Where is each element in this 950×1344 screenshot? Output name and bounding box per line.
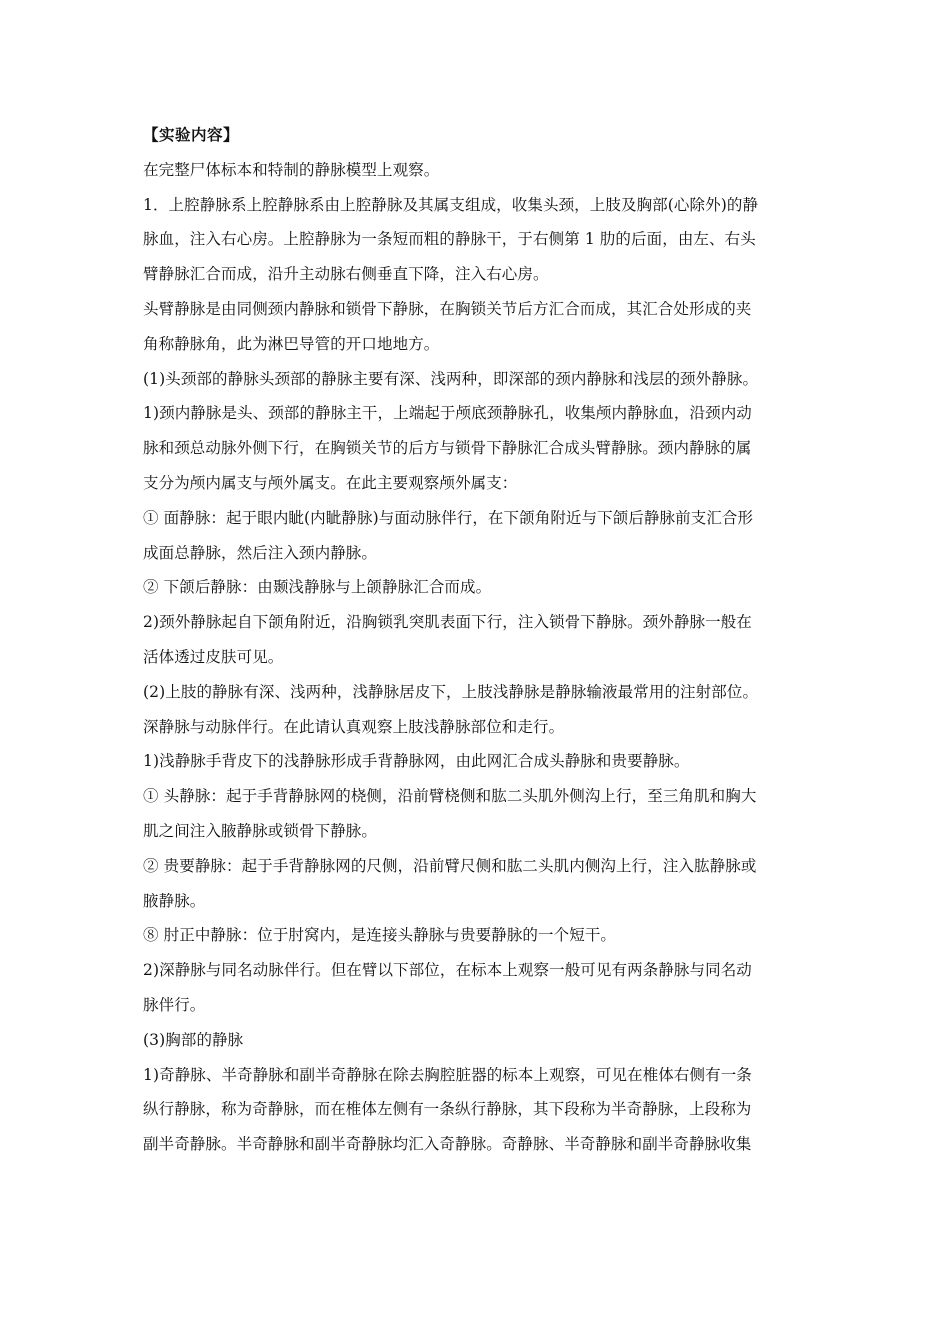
text-line: 1)浅静脉手背皮下的浅静脉形成手背静脉网，由此网汇合成头静脉和贵要静脉。 bbox=[143, 752, 690, 771]
text-line: 1．上腔静脉系上腔静脉系由上腔静脉及其属支组成，收集头颈，上肢及胸部(心除外)的静 bbox=[143, 195, 759, 214]
text-line: 深静脉与动脉伴行。在此请认真观察上肢浅静脉部位和走行。 bbox=[143, 717, 565, 736]
text-line: 支分为颅内属支与颅外属支。在此主要观察颅外属支： bbox=[143, 473, 518, 492]
text-line: (3)胸部的静脉 bbox=[143, 1030, 244, 1049]
document-body bbox=[143, 118, 811, 1162]
text-line: (2)上肢的静脉有深、浅两种，浅静脉居皮下，上肢浅静脉是静脉输液最常用的注射部位。 bbox=[143, 682, 759, 701]
text-line: 腋静脉。 bbox=[143, 891, 206, 910]
text-line: 脉血，注入右心房。上腔静脉为一条短而粗的静脉干，于右侧第 1 肋的后面，由左、右头 bbox=[143, 230, 756, 249]
text-line: 活体透过皮肤可见。 bbox=[143, 647, 284, 666]
text-line: 2)深静脉与同名动脉伴行。但在臂以下部位，在标本上观察一般可见有两条静脉与同名动 bbox=[143, 961, 752, 980]
text-line: 臂静脉汇合而成，沿升主动脉右侧垂直下降，注入右心房。 bbox=[143, 265, 549, 284]
text-line: 脉和颈总动脉外侧下行，在胸锁关节的后方与锁骨下静脉汇合成头臂静脉。颈内静脉的属 bbox=[143, 439, 752, 458]
text-line: 角称静脉角，此为淋巴导管的开口地地方。 bbox=[143, 334, 440, 353]
text-line: (1)头颈部的静脉头颈部的静脉主要有深、浅两种，即深部的颈内静脉和浅层的颈外静脉。 bbox=[143, 369, 759, 388]
text-line: ① 头静脉：起于手背静脉网的桡侧，沿前臂桡侧和肱二头肌外侧沟上行，至三角肌和胸大 bbox=[143, 787, 757, 806]
text-line: 成面总静脉，然后注入颈内静脉。 bbox=[143, 543, 378, 562]
text-line: ② 下颌后静脉：由颞浅静脉与上颌静脉汇合而成。 bbox=[143, 578, 492, 597]
text-line: ⑧ 肘正中静脉：位于肘窝内，是连接头静脉与贵要静脉的一个短干。 bbox=[143, 926, 617, 945]
text-line: 在完整尸体标本和特制的静脉模型上观察。 bbox=[143, 160, 440, 179]
text-line: 1)颈内静脉是头、颈部的静脉主干，上端起于颅底颈静脉孔，收集颅内静脉血，沿颈内动 bbox=[143, 404, 752, 423]
text-line: 纵行静脉，称为奇静脉，而在椎体左侧有一条纵行静脉，其下段称为半奇静脉，上段称为 bbox=[143, 1100, 752, 1119]
text-line: 头臂静脉是由同侧颈内静脉和锁骨下静脉，在胸锁关节后方汇合而成，其汇合处形成的夹 bbox=[143, 299, 752, 318]
text-line: ① 面静脉：起于眼内眦(内眦静脉)与面动脉伴行，在下颌角附近与下颌后静脉前支汇合形 bbox=[143, 508, 754, 527]
text-line: 脉伴行。 bbox=[143, 995, 206, 1014]
text-line: 2)颈外静脉起自下颌角附近，沿胸锁乳突肌表面下行，注入锁骨下静脉。颈外静脉一般在 bbox=[143, 613, 752, 632]
text-line: 肌之间注入腋静脉或锁骨下静脉。 bbox=[143, 821, 378, 840]
section-heading: 【实验内容】 bbox=[143, 125, 240, 144]
text-line: 1)奇静脉、半奇静脉和副半奇静脉在除去胸腔脏器的标本上观察，可见在椎体右侧有一条 bbox=[143, 1065, 752, 1084]
text-line: 副半奇静脉。半奇静脉和副半奇静脉均汇入奇静脉。奇静脉、半奇静脉和副半奇静脉收集 bbox=[143, 1135, 752, 1154]
text-line: ② 贵要静脉：起于手背静脉网的尺侧，沿前臂尺侧和肱二头肌内侧沟上行，注入肱静脉或 bbox=[143, 856, 757, 875]
